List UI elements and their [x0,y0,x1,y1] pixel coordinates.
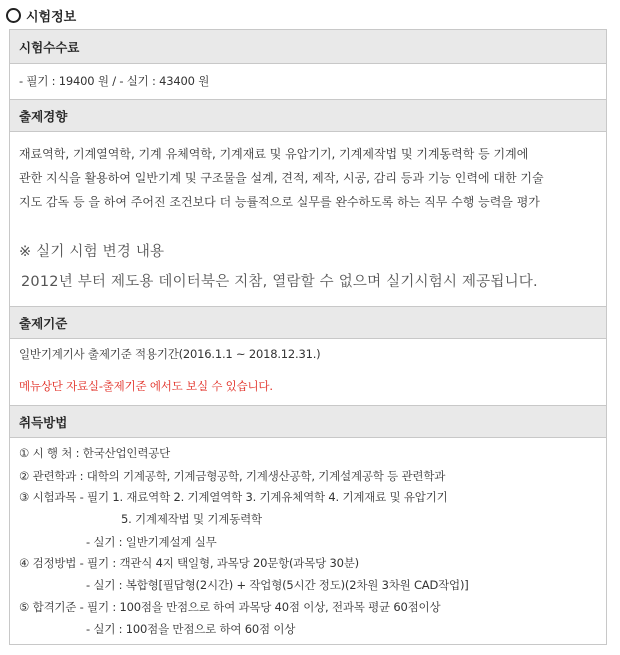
acquire-header: 취득방법 [10,405,606,438]
exam-info-panel [9,29,607,645]
acquire-line-agency: ① 시 행 처 : 한국산업인력공단 [19,446,171,460]
trend-line-3: 지도 감독 등 을 하여 주어진 조건보다 더 능률적으로 실무를 완수하도록 하는 직무 수행 능력을 평가 [19,195,540,209]
acquire-line-subjects: ③ 시험과목 - 필기 1. 재료역학 2. 기계열역학 3. 기계유체역학 4. 기계재료 및 유압기기 [19,490,448,504]
fees-section [10,64,606,99]
criteria-notice[interactable]: 메뉴상단 자료실-출제기준 에서도 보실 수 있습니다. [19,379,273,393]
page-title: 시험정보 [26,9,77,25]
acquire-line-subjects-cont: 5. 기계제작법 및 기계동력학 [121,512,262,526]
trend-line-2: 관한 지식을 활용하여 일반기계 및 구조물을 설계, 견적, 제작, 시공, 감리 등과 기능 인력에 대한 기술 [19,171,544,185]
trend-header: 출제경향 [10,99,606,132]
criteria-header: 출제기준 [10,306,606,339]
notice-text: 2012년 부터 제도용 데이터북은 지참, 열람할 수 없으며 실기시험시 제공됩니다. [21,274,538,290]
acquire-line-practical: - 실기 : 일반기계설계 실무 [86,535,217,549]
acquire-line-method-practical: - 실기 : 복합형[필답형(2시간) + 작업형(5시간 정도)(2차원 3차원 CAD작업)] [86,578,469,592]
fees-header: 시험수수료 [10,30,606,64]
acquire-line-pass-practical: - 실기 : 100점을 만점으로 하여 60점 이상 [86,622,296,636]
trend-section [10,132,606,306]
acquire-section [10,438,606,645]
fees-text: - 필기 : 19400 원 / - 실기 : 43400 원 [19,74,210,88]
acquire-line-method: ④ 검정방법 - 필기 : 객관식 4지 택일형, 과목당 20문항(과목당 30분) [19,556,359,570]
section-title [6,6,76,24]
acquire-line-major: ② 관련학과 : 대학의 기계공학, 기계금형공학, 기계생산공학, 기계설계공학 등 관련학과 [19,469,446,483]
criteria-period: 일반기계기사 출제기준 적용기간(2016.1.1 ~ 2018.12.31.) [19,347,321,361]
criteria-section [10,339,606,405]
notice-title: ※ 실기 시험 변경 내용 [19,244,165,260]
trend-line-1: 재료역학, 기계열역학, 기계 유체역학, 기계재료 및 유압기기, 기계제작법 및 기계동력학 등 기계에 [19,147,529,161]
circle-bullet-icon [6,8,21,23]
acquire-line-pass: ⑤ 합격기준 - 필기 : 100점을 만점으로 하여 과목당 40점 이상, 전과목 평균 60점이상 [19,600,441,614]
